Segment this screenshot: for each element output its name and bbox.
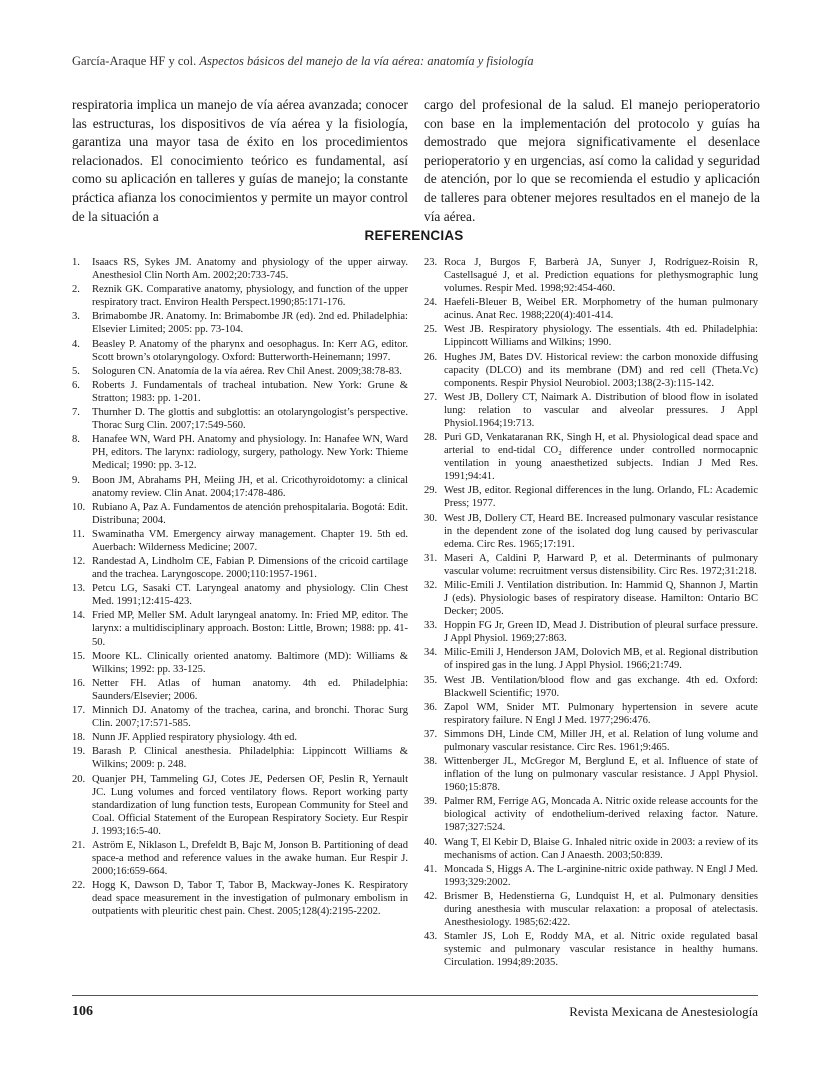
reference-text: Brismer B, Hedenstierna G, Lundquist H, et al. Pulmonary densities during anesthesia with muscular relaxation: a proposal of atelectasis. Anesthesiology. 1985;62:422. [444,890,758,929]
reference-number: 27. [424,391,438,403]
references-list-left [72,256,408,919]
reference-text: Swaminatha VM. Emergency airway management. Chapter 19. 5th ed. Auerbach: Wilderness Medicine; 2007. [92,528,408,553]
footer-divider [72,995,758,996]
reference-text: Hughes JM, Bates DV. Historical review: the carbon monoxide diffusing capacity (DLCO) and its membrane (DM) and red cell (Theta.Vc) components. Respir Physiol Neurobiol. 2003;138(2-3):115-142. [444,351,758,389]
reference-text: Simmons DH, Linde CM, Miller JH, et al. Relation of lung volume and pulmonary vascular resistance. Circ Res. 1961;9:465. [444,728,758,753]
reference-number: 19. [72,746,86,758]
reference-item [72,379,408,405]
reference-number: 22. [72,880,86,892]
reference-text: West JB. Respiratory physiology. The essentials. 4th ed. Philadelphia: Lippincott Williams and Wilkins; 1990. [444,324,758,349]
reference-text: Zapol WM, Snider MT. Pulmonary hypertension in severe acute respiratory failure. N Engl J Med. 1977;296:476. [444,701,758,726]
reference-item [424,431,758,483]
reference-item [424,391,758,430]
reference-item [72,677,408,703]
reference-item [72,406,408,432]
reference-text: Haefeli-Bleuer B, Weibel ER. Morphometry of the human pulmonary acinus. Anat Rec. 1988;220(4):401-414. [444,297,758,322]
reference-text: Brimabombe JR. Anatomy. In: Brimabombe JR (ed). 2nd ed. Philadelphia: Elsevier Limited; 2005: pp. 73-104. [92,311,408,336]
reference-item [424,674,758,700]
reference-item [72,501,408,527]
reference-item [72,310,408,336]
reference-item [424,484,758,510]
reference-number: 23. [424,257,438,268]
reference-text: Moncada S, Higgs A. The L-arginine-nitric oxide pathway. N Engl J Med. 1993;329:2002. [444,863,758,888]
reference-text: Milic-Emili J, Henderson JAM, Dolovich MB, et al. Regional distribution of inspired gas in the lung. J Appl Physiol. 1966;21:749. [444,647,758,672]
reference-number: 36. [424,701,438,713]
reference-text: Barash P. Clinical anesthesia. Philadelphia: Lippincott Williams & Wilkins; 2009: p. 248. [92,746,408,771]
reference-text: Wittenberger JL, McGregor M, Berglund E, et al. Influence of state of inflation of the lung on pulmonary vascular resistance. J Appl Physiol. 1960;15:878. [444,756,758,794]
reference-text: Quanjer PH, Tammeling GJ, Cotes JE, Pedersen OF, Peslin R, Yernault JC. Lung volumes and forced ventilatory flows. Report working party standardization of lung function tests, European Community for Steel and Coal. Official Statement of the European Respiratory Society. Eur Respir J. 1993;16:5-40. [92,773,408,837]
reference-item [424,323,758,349]
reference-item [72,745,408,771]
reference-item [72,474,408,500]
reference-number: 43. [424,931,438,943]
reference-number: 33. [424,620,438,632]
reference-item [72,731,408,744]
reference-text: Randestad A, Lindholm CE, Fabian P. Dimensions of the cricoid cartilage and the trachea. Laryngoscope. 2000;110:1957-1961. [92,556,408,581]
reference-text: West JB. Ventilation/blood flow and gas exchange. 4th ed. Oxford: Blackwell Scientific; 1970. [444,674,758,699]
reference-item [424,930,758,969]
reference-item [424,351,758,390]
reference-text: Isaacs RS, Sykes JM. Anatomy and physiology of the upper airway. Anesthesiol Clin North Am. 2002;20:733-745. [92,257,408,282]
reference-number: 17. [72,705,86,717]
reference-number: 16. [72,677,86,689]
reference-text: Minnich DJ. Anatomy of the trachea, carina, and bronchi. Thorac Surg Clin. 2007;17:571-585. [92,705,408,730]
reference-number: 39. [424,796,438,808]
running-header [72,54,762,69]
reference-number: 10. [72,501,86,513]
reference-number: 7. [72,407,80,419]
references-list-right [424,256,758,970]
reference-text: Fried MP, Meller SM. Adult laryngeal anatomy. In: Fried MP, editor. The larynx: a multidisciplinary approach. Boston: Little, Brown; 1988: pp. 41-50. [92,610,408,648]
reference-item [424,701,758,727]
reference-text: Netter FH. Atlas of human anatomy. 4th ed. Philadelphia: Saunders/Elsevier; 2006. [92,677,408,702]
reference-item [72,256,408,282]
reference-text: Beasley P. Anatomy of the pharynx and oesophagus. In: Kerr AG, editor. Scott brown’s otolaryngology. Oxford: Butterworth-Heinemann; 1997. [92,338,408,363]
reference-text: Stamler JS, Loh E, Roddy MA, et al. Nitric oxide regulated basal systemic and pulmonary vascular resistance in healthy humans. Circulation. 1994;89:2035. [444,931,758,969]
reference-text: Moore KL. Clinically oriented anatomy. Baltimore (MD): Williams & Wilkins; 1992: pp. 33-125. [92,650,408,675]
header-article-title: Aspectos básicos del manejo de la vía aérea: anatomía y fisiología [199,54,534,68]
reference-number: 34. [424,647,438,659]
journal-name: Revista Mexicana de Anestesiología [569,1004,758,1019]
page-number: 106 [72,1004,93,1019]
reference-number: 40. [424,836,438,848]
reference-item [424,863,758,889]
reference-number: 37. [424,728,438,740]
reference-item [72,365,408,378]
reference-item [424,728,758,754]
reference-text: Milic-Emili J. Ventilation distribution. In: Hammid Q, Shannon J, Martin J (eds). Physiologic bases of respiratory disease. Hamilton: Ontario BC Decker; 2005. [444,579,758,618]
reference-number: 6. [72,379,80,391]
reference-number: 9. [72,474,80,486]
reference-number: 41. [424,863,438,875]
reference-item [424,619,758,645]
reference-number: 28. [424,432,438,444]
reference-item [72,839,408,878]
reference-item [72,528,408,554]
reference-text: Wang T, El Kebir D, Blaise G. Inhaled nitric oxide in 2003: a review of its mechanisms of action. Can J Anaesth. 2003;50:839. [444,836,758,861]
reference-item [72,650,408,676]
reference-number: 20. [72,773,86,785]
reference-number: 11. [72,528,85,540]
reference-number: 38. [424,756,438,768]
reference-text: West JB, Dollery CT, Naimark A. Distribution of blood flow in isolated lung: relation to vascular and alveolar pressures. J Appl Physiol.1964;19:713. [444,391,758,429]
reference-number: 12. [72,556,86,568]
reference-text: Maseri A, Caldini P, Harward P, et al. Determinants of pulmonary vascular volume: recruitment versus distensibility. Circ Res. 1972;31:218. [444,552,758,577]
reference-number: 32. [424,579,438,591]
reference-item [72,704,408,730]
reference-text: Roca J, Burgos F, Barberà JA, Sunyer J, Rodríguez-Roisin R, Castellsagué J, et al. Prediction equations for plethysmographic lung volumes. Respir Med. 1998;92:454-460. [444,257,758,295]
reference-item [424,579,758,618]
reference-number: 18. [72,732,86,744]
reference-item [424,296,758,322]
intro-paragraph-right: cargo del profesional de la salud. El manejo perioperatorio con base en la implementación del protocolo y guías ha demostrado que mejora significativamente el desenlace perioperatorio y en urgencias, así como la calidad y seguridad de atención, por lo que se recomienda el estudio y aplicación de talleres para obtener mejores resultados en el manejo de la vía aérea. [424,97,760,224]
reference-text: Sologuren CN. Anatomía de la vía aérea. Rev Chil Anest. 2009;38:78-83. [92,365,402,377]
reference-number: 35. [424,674,438,686]
reference-number: 25. [424,324,438,336]
reference-item [424,256,758,295]
reference-item [424,890,758,929]
reference-number: 21. [72,839,86,851]
reference-text: Reznik GK. Comparative anatomy, physiology, and function of the upper respiratory tract. Environ Health Perspect.1990;85:171-176. [92,284,408,309]
reference-item [424,552,758,578]
reference-text: Boon JM, Abrahams PH, Meiing JH, et al. Cricothyroidotomy: a clinical anatomy review. Clin Anat. 2004;17:478-486. [92,474,408,499]
reference-item [72,555,408,581]
reference-item [424,795,758,834]
reference-text: Roberts J. Fundamentals of tracheal intubation. New York: Grune & Stratton; 1983: pp. 1-201. [92,379,408,404]
reference-item [72,338,408,364]
reference-number: 24. [424,297,438,309]
reference-text: Petcu LG, Sasaki CT. Laryngeal anatomy and physiology. Clin Chest Med. 1991;12:415-423. [92,583,408,608]
reference-text: Nunn JF. Applied respiratory physiology. 4th ed. [92,732,297,744]
reference-text: Palmer RM, Ferrige AG, Moncada A. Nitric oxide release accounts for the biological activity of endothelium-derived relaxing factor. Nature. 1987;327:524. [444,796,758,834]
reference-item [424,646,758,672]
reference-text: Hanafee WN, Ward PH. Anatomy and physiology. In: Hanafee WN, Ward PH, editors. The larynx: radiology, surgery, pathology. New York: Thieme Medical; 1990: pp. 3-12. [92,434,408,472]
reference-item [424,512,758,551]
reference-item [72,433,408,472]
reference-item [424,755,758,794]
reference-text: Thurnher D. The glottis and subglottis: an otolaryngologist’s perspective. Thorac Surg Clin. 2007;17:549-560. [92,407,408,432]
reference-number: 5. [72,365,80,377]
reference-number: 3. [72,311,80,323]
references-heading: REFERENCIAS [364,228,464,243]
reference-text: Hoppin FG Jr, Green ID, Mead J. Distribution of pleural surface pressure. J Appl Physiol. 1969;27:863. [444,620,758,645]
reference-number: 30. [424,512,438,524]
reference-number: 42. [424,890,438,902]
reference-text: Rubiano A, Paz A. Fundamentos de atención prehospitalaria. Bogotá: Edit. Distribuna; 2004. [92,501,408,526]
reference-text: West JB, Dollery CT, Heard BE. Increased pulmonary vascular resistance in the dependent zone of the isolated dog lung caused by perivascular edema. Circ Res. 1965;17:191. [444,512,758,550]
reference-item [424,836,758,862]
reference-number: 8. [72,434,80,446]
reference-number: 15. [72,650,86,662]
reference-text: Puri GD, Venkataranan RK, Singh H, et al. Physiological dead space and arterial to end-tidal CO₂ difference under controlled normocapnic ventilation in young anaesthetized subjects. Indian J Med Res. 1991;94:41. [444,432,758,483]
reference-text: Hogg K, Dawson D, Tabor T, Tabor B, Mackway-Jones K. Respiratory dead space measurement in the investigation of pulmonary embolism in outpatients with pleuritic chest pain. Chest. 2005;128(4):2195-2202. [92,880,408,918]
reference-text: West JB, editor. Regional differences in the lung. Orlando, FL: Academic Press; 1977. [444,485,758,510]
reference-item [72,773,408,838]
reference-item [72,582,408,608]
reference-item [72,283,408,309]
reference-number: 13. [72,583,86,595]
reference-number: 26. [424,351,438,363]
reference-number: 14. [72,610,86,622]
reference-text: Aström E, Niklason L, Drefeldt B, Bajc M, Jonson B. Partitioning of dead space-a method and reference values in the awake human. Eur Respir J. 2000;16:659-664. [92,839,408,877]
intro-paragraph-left: respiratoria implica un manejo de vía aérea avanzada; conocer las estructuras, los dispositivos de vía aérea y la fisiología, garantiza una mayor tasa de éxito en los procedimientos relacionados. El conocimiento teórico es fundamental, así como su aplicación en talleres y guías de manejo; la constante práctica afianza los conocimientos y permite un mayor control de la situación a [72,97,408,224]
reference-number: 1. [72,257,80,268]
reference-number: 29. [424,485,438,497]
reference-number: 2. [72,284,80,296]
header-authors: García-Araque HF y col. [72,54,197,68]
reference-number: 31. [424,552,438,564]
reference-number: 4. [72,338,80,350]
reference-item [72,879,408,918]
reference-item [72,609,408,648]
